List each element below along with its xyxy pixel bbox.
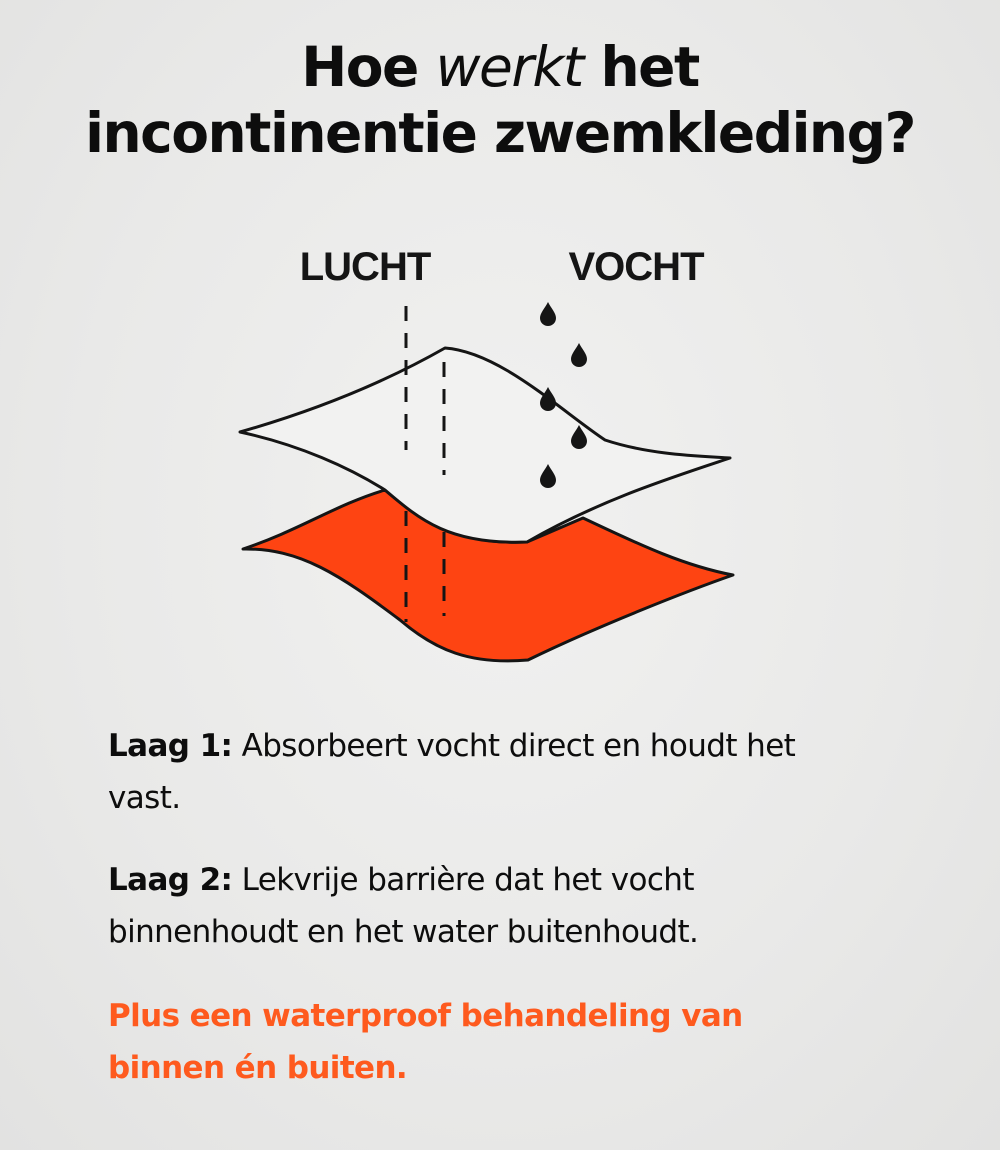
- water-drop-icon: [571, 343, 587, 367]
- layer-1-description: [108, 720, 868, 824]
- layer-2-text: Lekvrije barrière dat het vocht binnenhoudt en het water buitenhoudt.: [108, 862, 699, 950]
- top-layer: [240, 348, 730, 542]
- layer-1-title: Laag 1:: [108, 728, 233, 764]
- label-vocht: VOCHT: [568, 245, 704, 289]
- layer-1-text: Absorbeert vocht direct en houdt het vast.: [108, 728, 796, 816]
- plus-description: [108, 990, 868, 1094]
- water-drop-icon: [540, 302, 556, 326]
- layer-2-title: Laag 2:: [108, 862, 233, 898]
- plus-text: een waterproof behandeling van binnen én buiten.: [108, 998, 743, 1086]
- water-drop-icon: [540, 387, 556, 411]
- title-emphasis: werkt: [435, 35, 583, 99]
- label-lucht: LUCHT: [299, 245, 431, 289]
- title-part1: Hoe: [301, 35, 418, 99]
- plus-title: Plus: [108, 998, 180, 1034]
- layer-2-description: [108, 854, 868, 958]
- title-line2: incontinentie zwemkleding?: [85, 101, 915, 165]
- title-part2: het: [600, 35, 699, 99]
